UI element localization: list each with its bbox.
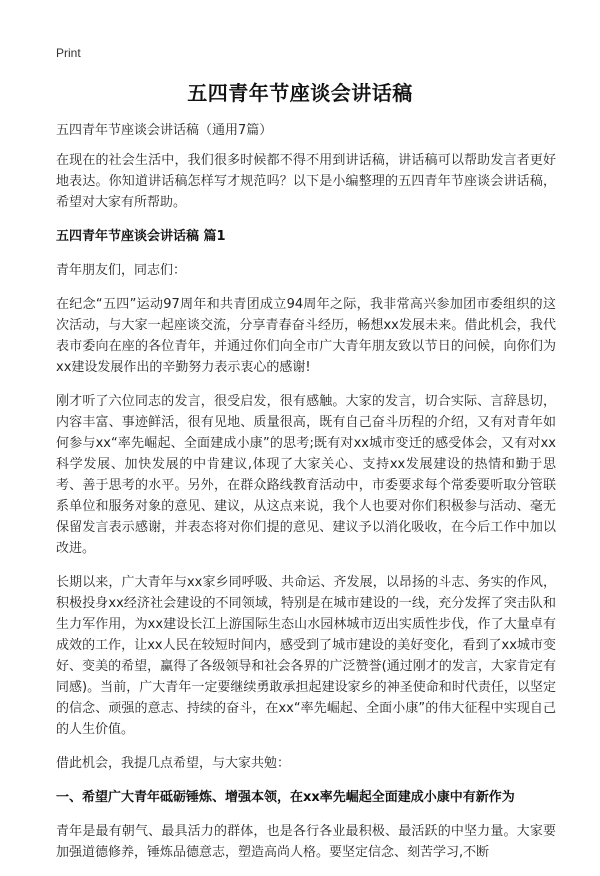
body-paragraph-3: 长期以来，广大青年与xx家乡同呼吸、共命运、齐发展，以昂扬的斗志、务实的作风，积极投身xx经济社会建设的不同领域，特别是在城市建设的一线，充分发挥了突击队和生力军作用，为xx建设长江上游国际生态山水园林城市迈出实质性步伐，作了大量卓有成效的工作，让xx人民在较短时间内，感受到了城市建设的美好变化，看到了xx城市变好、变美的希望，赢得了各级领导和社会各界的广泛赞誉(通过刚才的发言，大家肯定有同感)。当前，广大青年一定要继续勇敢承担起建设家乡的神圣使命和时代责任，以坚定的信念、顽强的意志、持续的奋斗，在xx“率先崛起、全面小康”的伟大征程中实现自己的人生价值。 — [56, 575, 556, 737]
salutation: 青年朋友们，同志们： — [56, 263, 187, 278]
body-paragraph-2: 刚才听了六位同志的发言，很受启发，很有感触。大家的发言，切合实际、言辞恳切，内容丰富、事迹鲜活，很有见地、质量很高，既有自己奋斗历程的介绍，又有对青年如何参与xx“率先崛起、全面建成小康”的思考;既有对xx城市变迁的感受体会，又有对xx科学发展、加快发展的中肯建议,体现了大家关心、支持xx发展建设的热情和勤于思考、善于思考的水平。另外，在群众路线教育活动中，市委要求每个常委要听取分管联系单位和服务对象的意见、建议，从这点来说，我个人也要对你们积极参与活动、毫无保留发言表示感谢，并表态将对你们提的意见、建议予以消化吸收，在今后工作中加以改进。 — [56, 394, 556, 556]
body-paragraph-5: 青年是最有朝气、最具活力的群体，也是各行各业最积极、最活跃的中坚力量。大家要加强道德修养，锤炼品德意志，塑造高尚人格。要坚定信念、刻苦学习,不断 — [56, 824, 556, 860]
document-body — [56, 120, 556, 876]
body-paragraph-4: 借此机会，我提几点希望，与大家共勉： — [56, 756, 291, 771]
print-link[interactable]: Print — [56, 46, 81, 60]
body-paragraph-1: 在纪念“五四”运动97周年和共青团成立94周年之际，我非常高兴参加团市委组织的这次活动，与大家一起座谈交流，分享青春奋斗经历，畅想xx发展未来。借此机会，我代表市委向在座的各位青年，并通过你们向全市广大青年朋友致以节日的问候，向你们为xx建设发展作出的辛勤努力表示衷心的感谢! — [56, 297, 556, 375]
intro-paragraph: 在现在的社会生活中，我们很多时候都不得不用到讲话稿，讲话稿可以帮助发言者更好地表达。你知道讲话稿怎样写才规范吗？以下是小编整理的五四青年节座谈会讲话稿，希望对大家有所帮助。 — [56, 153, 556, 210]
page-title: 五四青年节座谈会讲话稿 — [187, 81, 413, 105]
document-subtitle: 五四青年节座谈会讲话稿（通用7篇） — [56, 123, 273, 138]
section-heading-1: 一、希望广大青年砥砺锤炼、增强本领，在xx率先崛起全面建成小康中有新作为 — [56, 790, 515, 805]
article-heading: 五四青年节座谈会讲话稿 篇1 — [56, 229, 226, 244]
